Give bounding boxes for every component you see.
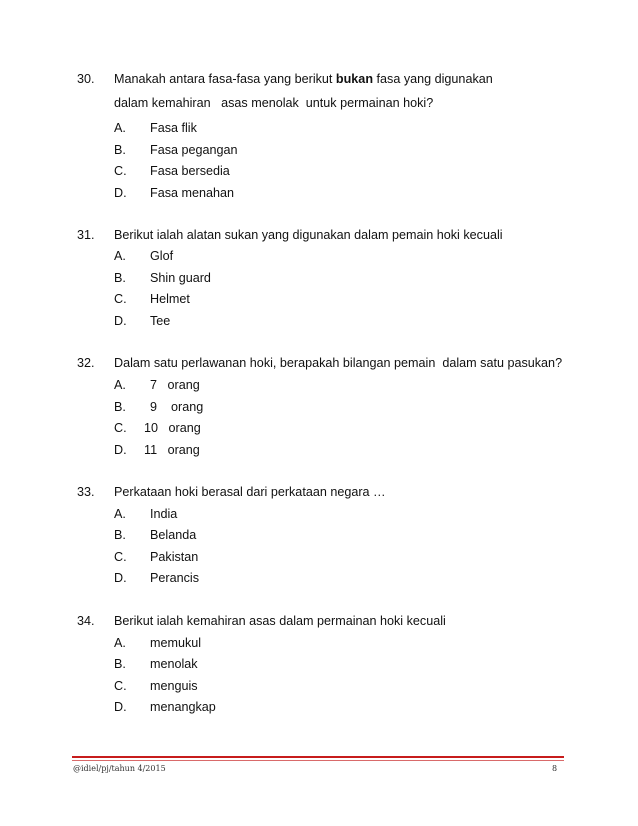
footer-rule <box>72 756 564 758</box>
question-text: Dalam satu perlawanan hoki, berapakah bilangan pemain dalam satu pasukan? <box>114 356 563 370</box>
option-letter: C. <box>114 421 127 435</box>
question-text: Perkataan hoki berasal dari perkataan negara … <box>114 485 386 499</box>
option-text: menguis <box>150 679 198 693</box>
option-letter: C. <box>114 550 127 564</box>
option-text: Perancis <box>150 571 199 585</box>
option-text: Fasa menahan <box>150 186 235 200</box>
option-text: Fasa flik <box>150 121 197 135</box>
emphasis-word: bukan <box>335 72 374 86</box>
footer-rule-thin <box>72 760 564 761</box>
footer-text: @idiel/pj/tahun 4/2015 <box>73 764 166 773</box>
option-letter: C. <box>114 292 127 306</box>
question-text: Berikut ialah kemahiran asas dalam permainan hoki kecuali <box>114 614 446 628</box>
option-letter: B. <box>114 143 126 157</box>
option-letter: A. <box>114 378 126 392</box>
option-letter: A. <box>114 507 126 521</box>
question-text: Manakah antara fasa-fasa yang berikut bukan fasa yang digunakan <box>114 72 493 86</box>
question-number: 34. <box>77 614 95 628</box>
option-letter: D. <box>114 443 127 457</box>
option-text: Shin guard <box>150 271 211 285</box>
option-text: Tee <box>150 314 171 328</box>
option-letter: A. <box>114 636 126 650</box>
option-letter: A. <box>114 249 126 263</box>
option-text: memukul <box>150 636 202 650</box>
option-letter: B. <box>114 271 126 285</box>
option-letter: B. <box>114 528 126 542</box>
option-text: Glof <box>150 249 174 263</box>
option-letter: B. <box>114 400 126 414</box>
option-text: Pakistan <box>150 550 199 564</box>
option-text: 11 orang <box>144 443 200 457</box>
option-text: 9 orang <box>150 400 204 414</box>
option-letter: D. <box>114 700 127 714</box>
option-text: Helmet <box>150 292 190 306</box>
option-text: menangkap <box>150 700 216 714</box>
option-text: Belanda <box>150 528 197 542</box>
question-text-line2: dalam kemahiran asas menolak untuk permainan hoki? <box>114 96 434 110</box>
option-letter: D. <box>114 314 127 328</box>
option-text: India <box>150 507 178 521</box>
question-number: 30. <box>77 72 95 86</box>
option-letter: B. <box>114 657 126 671</box>
page-number: 8 <box>552 764 558 773</box>
option-letter: D. <box>114 186 127 200</box>
question-number: 33. <box>77 485 95 499</box>
option-text: Fasa bersedia <box>150 164 230 178</box>
option-letter: D. <box>114 571 127 585</box>
option-text: menolak <box>150 657 198 671</box>
option-text: Fasa pegangan <box>150 143 238 157</box>
option-text: 10 orang <box>144 421 201 435</box>
option-text: 7 orang <box>150 378 200 392</box>
question-number: 32. <box>77 356 95 370</box>
question-text: Berikut ialah alatan sukan yang digunakan dalam pemain hoki kecuali <box>114 228 503 242</box>
option-letter: C. <box>114 679 127 693</box>
option-letter: A. <box>114 121 126 135</box>
question-number: 31. <box>77 228 95 242</box>
option-letter: C. <box>114 164 127 178</box>
